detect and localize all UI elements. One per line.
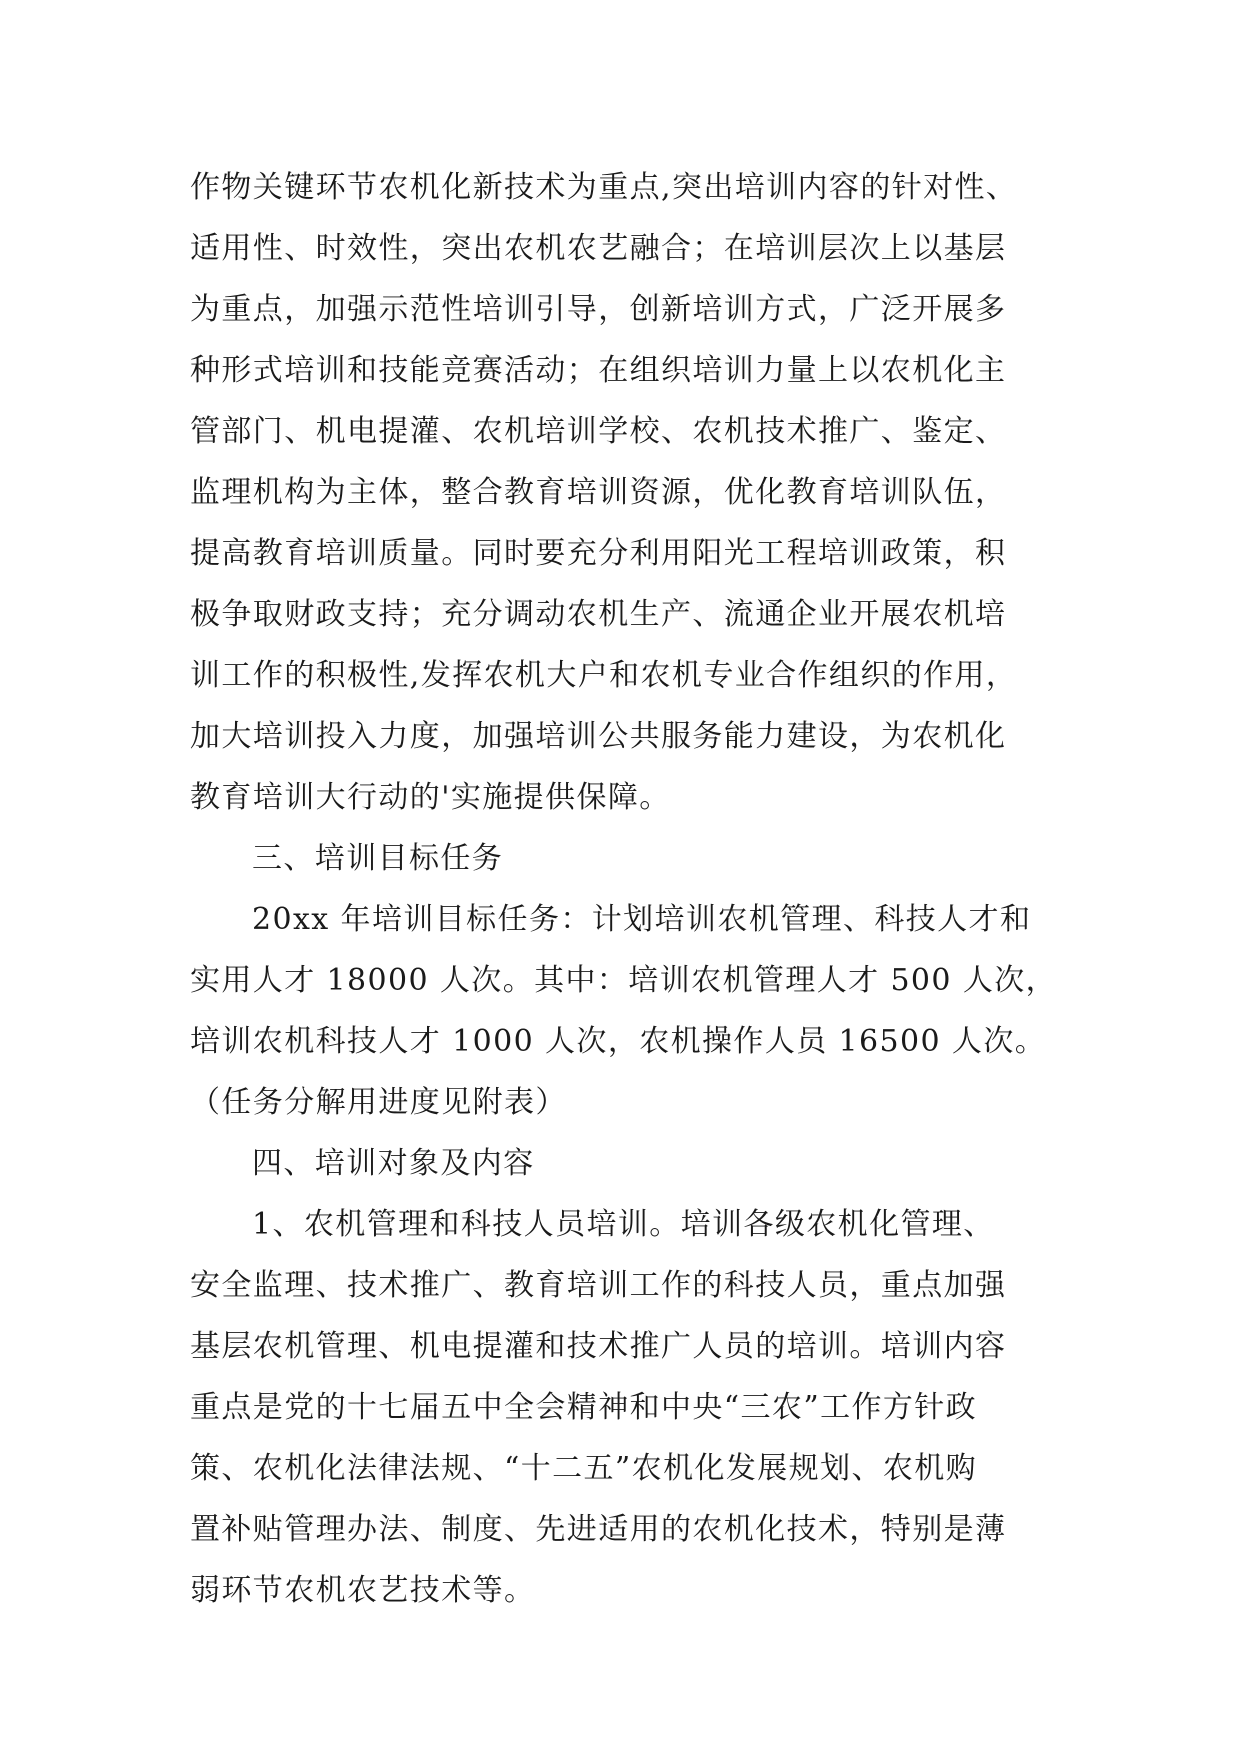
body-line: 教育培训大行动的'实施提供保障。 xyxy=(190,780,671,815)
body-line: 提高教育培训质量。同时要充分利用阳光工程培训政策，积 xyxy=(190,536,1007,571)
body-line: 作物关键环节农机化新技术为重点,突出培训内容的针对性、 xyxy=(190,170,1018,205)
body-line: 策、农机化法律法规、“十二五”农机化发展规划、农机购 xyxy=(190,1451,978,1486)
body-line: 安全监理、技术推广、教育培训工作的科技人员，重点加强 xyxy=(190,1268,1007,1303)
body-line: （任务分解用进度见附表） xyxy=(190,1085,567,1120)
body-line: 加大培训投入力度，加强培训公共服务能力建设，为农机化 xyxy=(190,719,1007,754)
body-line: 管部门、机电提灌、农机培训学校、农机技术推广、鉴定、 xyxy=(190,414,1007,449)
body-line: 训工作的积极性,发挥农机大户和农机专业合作组织的作用， xyxy=(190,658,1018,693)
body-line: 20xx 年培训目标任务：计划培训农机管理、科技人才和 xyxy=(252,902,1032,937)
body-line: 为重点，加强示范性培训引导，创新培训方式，广泛开展多 xyxy=(190,292,1007,327)
body-line: 重点是党的十七届五中全会精神和中央“三农”工作方针政 xyxy=(190,1390,978,1425)
body-line: 弱环节农机农艺技术等。 xyxy=(190,1573,536,1608)
body-line: 监理机构为主体，整合教育培训资源，优化教育培训队伍， xyxy=(190,475,1007,510)
body-line: 适用性、时效性，突出农机农艺融合；在培训层次上以基层 xyxy=(190,231,1007,266)
body-line: 实用人才 18000 人次。其中：培训农机管理人才 500 人次， xyxy=(190,963,1058,998)
body-line: 置补贴管理办法、制度、先进适用的农机化技术，特别是薄 xyxy=(190,1512,1007,1547)
document-body xyxy=(190,157,1090,1621)
section-heading: 三、培训目标任务 xyxy=(252,841,504,876)
body-line: 种形式培训和技能竞赛活动；在组织培训力量上以农机化主 xyxy=(190,353,1007,388)
body-line: 培训农机科技人才 1000 人次，农机操作人员 16500 人次。 xyxy=(190,1024,1047,1059)
body-line: 1、农机管理和科技人员培训。培训各级农机化管理、 xyxy=(252,1207,995,1242)
body-line: 极争取财政支持；充分调动农机生产、流通企业开展农机培 xyxy=(190,597,1007,632)
body-line: 基层农机管理、机电提灌和技术推广人员的培训。培训内容 xyxy=(190,1329,1007,1364)
section-heading: 四、培训对象及内容 xyxy=(252,1146,535,1181)
